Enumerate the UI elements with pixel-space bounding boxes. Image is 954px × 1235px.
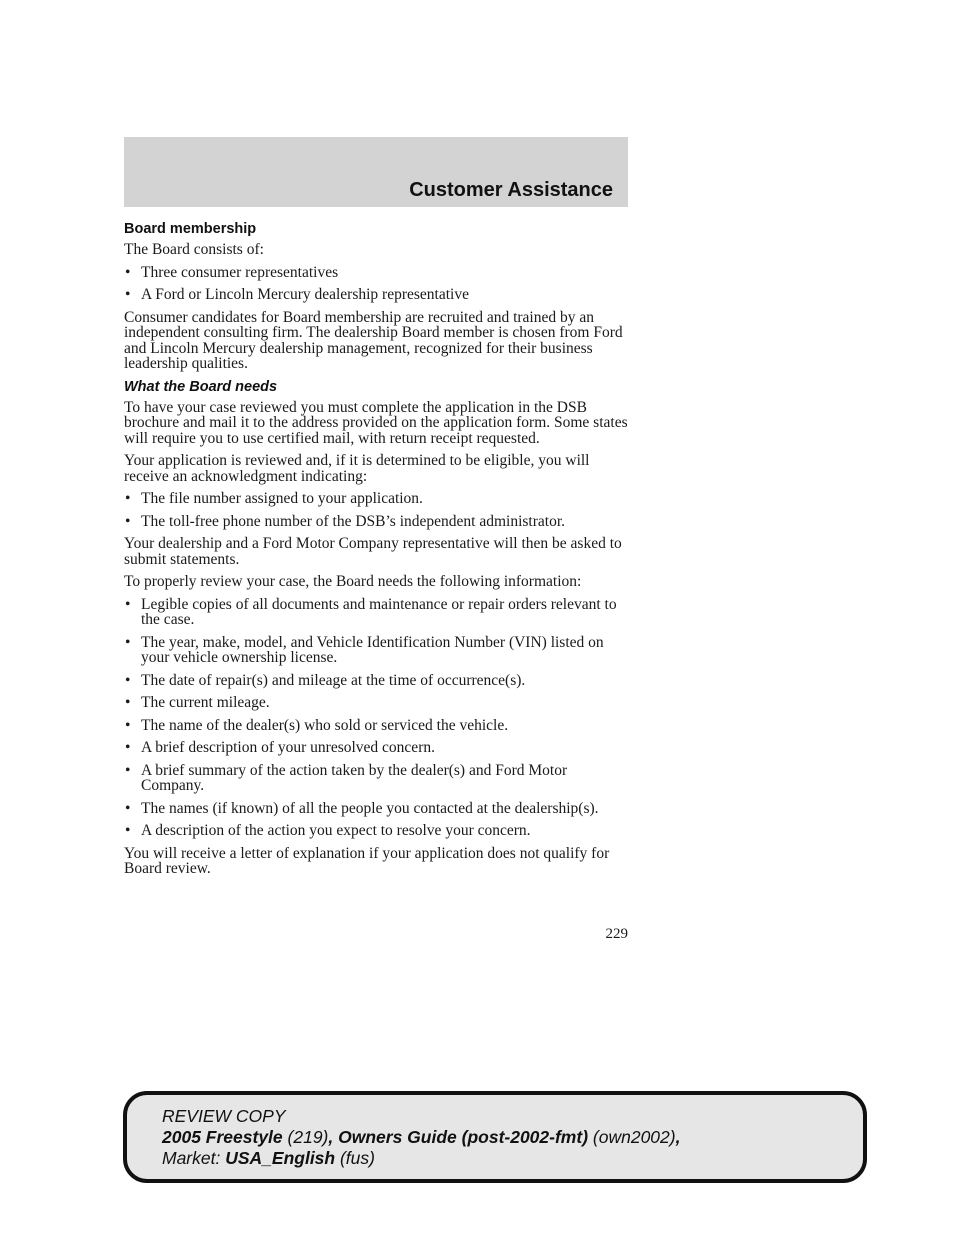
paragraph: You will receive a letter of explanation if your application does not qualify for Board review. (124, 844, 610, 877)
list-item: • A Ford or Lincoln Mercury dealership representative (125, 286, 469, 303)
acknowledgment-list (124, 491, 628, 529)
paragraph: To properly review your case, the Board needs the following information: (124, 573, 582, 590)
information-list (124, 597, 628, 839)
bullet-icon: • (125, 595, 131, 613)
paragraph: To have your case reviewed you must complete the application in the DSB brochure and mail it to the address provided on the application form. Some states will require you to use certified mail, with return receipt requested. (124, 398, 628, 447)
bullet-icon: • (125, 512, 131, 530)
model-name: 2005 Freestyle (162, 1127, 283, 1147)
bullet-icon: • (125, 822, 131, 839)
membership-list (124, 265, 628, 303)
section-title: Customer Assistance (409, 179, 613, 201)
list-item: • A description of the action you expect to resolve your concern. (125, 822, 531, 839)
bullet-icon: • (125, 799, 131, 817)
list-item: • The name of the dealer(s) who sold or serviced the vehicle. (125, 716, 509, 734)
intro-text: The Board consists of: (124, 241, 264, 258)
list-item: • Three consumer representatives (125, 263, 339, 281)
list-item: • The file number assigned to your application. (125, 490, 423, 507)
model-code: (219) (287, 1127, 329, 1147)
market-name: USA_English (225, 1148, 336, 1168)
guide-name: Owners Guide (post-2002-fmt) (338, 1127, 589, 1147)
list-item: • The date of repair(s) and mileage at the time of occurrence(s). (125, 671, 526, 689)
review-market-line (162, 1148, 680, 1169)
header-band (124, 137, 628, 207)
bullet-icon: • (125, 286, 131, 303)
review-copy-label: REVIEW COPY (162, 1106, 286, 1126)
review-copy-text (162, 1106, 680, 1169)
bullet-icon: • (125, 263, 131, 281)
bullet-icon: • (125, 694, 131, 711)
review-model-line: 2005 Freestyle (219), Owners Guide (post-2002-fmt) (own2002), (162, 1127, 681, 1147)
list-item: • The year, make, model, and Vehicle Identification Number (VIN) listed on your vehicle ownership license. (125, 633, 604, 666)
bullet-icon: • (125, 761, 131, 779)
list-item: • A brief description of your unresolved concern. (125, 739, 435, 756)
paragraph: Your application is reviewed and, if it is determined to be eligible, you will receive an acknowledgment indicating: (124, 452, 590, 485)
paragraph: Consumer candidates for Board membership are recruited and trained by an independent consulting firm. The dealership Board member is chosen from Ford and Lincoln Mercury dealership management, recognized for their business leadership qualities. (124, 308, 623, 372)
bullet-icon: • (125, 671, 131, 689)
bullet-icon: • (125, 716, 131, 734)
list-item: • The toll-free phone number of the DSB’s independent administrator. (125, 512, 565, 530)
list-item: • Legible copies of all documents and maintenance or repair orders relevant to the case. (125, 595, 617, 628)
paragraph: Your dealership and a Ford Motor Company representative will then be asked to submit statements. (124, 535, 622, 568)
review-copy-box (123, 1091, 867, 1183)
page-number: 229 (605, 926, 628, 942)
market-label: Market: (162, 1148, 226, 1168)
guide-code: (own2002) (592, 1127, 676, 1147)
list-item: • A brief summary of the action taken by the dealer(s) and Ford Motor Company. (125, 761, 568, 794)
list-item: • The names (if known) of all the people you contacted at the dealership(s). (125, 799, 599, 817)
heading-what-board-needs: What the Board needs (124, 378, 278, 395)
market-code: (fus) (339, 1148, 375, 1168)
page-content (124, 221, 628, 884)
bullet-icon: • (125, 490, 131, 507)
list-item: • The current mileage. (125, 694, 270, 711)
bullet-icon: • (125, 633, 131, 651)
heading-board-membership: Board membership (124, 221, 257, 237)
bullet-icon: • (125, 739, 131, 756)
